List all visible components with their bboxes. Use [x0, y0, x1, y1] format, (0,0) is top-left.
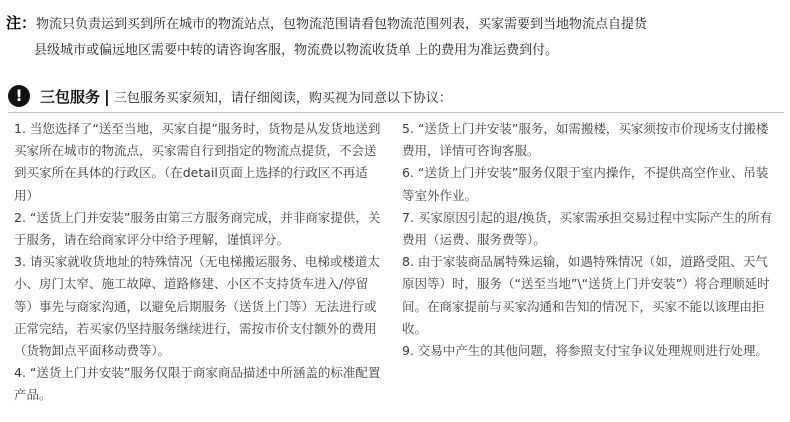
- note-line-1: [6, 10, 786, 38]
- term-item-8: 8. 由于家装商品属特殊运输，如遇特殊情况（如，道路受阻、天气原因等）时，服务（“送至当地”\“送货上门并安装”）将合理顺延时间。在商家提前与买家沟通和告知的情况下，买家不能以该理由拒收。: [402, 254, 770, 336]
- term-item-2: 2. “送货上门并安装”服务由第三方服务商完成，并非商家提供，关于服务，请在给商家评分中给予理解，谨慎评分。: [14, 209, 381, 248]
- shipping-note: [6, 10, 786, 64]
- section-divider: [8, 112, 784, 113]
- note-line-2: 县级城市或偏远地区需要中转的请咨询客服，物流费以物流收货单 上的费用为准运费到付。: [34, 43, 559, 58]
- section-title: 三包服务: [40, 87, 101, 106]
- term-item-7: 7. 买家原因引起的退/换货，买家需承担交易过程中实际产生的所有费用（运费、服务费等）。: [402, 209, 773, 248]
- term-item-6: 6. “送货上门并安装”服务仅限于室内操作，不提供高空作业、吊装等室外作业。: [402, 165, 769, 203]
- term-item-3: 3. 请买家就收货地址的特殊情况（无电梯搬运服务、电梯或楼道太小、房门太窄、施工故障、道路修建、小区不支持货车进入/停留等）事先与商家沟通，以避免后期服务（送货上门等）无法进行或正常完结，若买家仍坚持服务继续进行，需按市价支付额外的费用（货物卸点平面移动费等）。: [14, 254, 380, 359]
- note-label: 注：: [6, 14, 37, 32]
- note-text-1: 物流只负责运到买到所在城市的物流站点，包物流范围请看包物流范围列表，买家需要到当地物流点自提货: [36, 17, 648, 32]
- term-item-4: 4. “送货上门并安装”服务仅限于商家商品描述中所涵盖的标准配置产品。: [14, 365, 381, 403]
- terms-column-left: [14, 118, 386, 407]
- terms-column-right: [402, 118, 778, 362]
- title-separator: |: [104, 86, 110, 106]
- exclamation-icon: !: [8, 85, 30, 107]
- term-item-1: 1. 当您选择了“送至当地，买家自提”服务时，货物是从发货地送到买家所在城市的物流点，买家需自行到指定的物流点提货，不会送到买家所在具体的行政区。（在detail页面上选择的行政区不再适用）: [14, 121, 381, 203]
- section-description: 三包服务买家须知，请仔细阅读，购买视为同意以下协议：: [113, 90, 452, 106]
- term-item-5: 5. “送货上门并安装”服务，如需搬楼，买家须按市价现场支付搬楼费用，详情可咨询客服。: [402, 121, 769, 159]
- term-item-9: 9. 交易中产生的其他问题，将参照支付宝争议处理规则进行处理。: [402, 343, 768, 359]
- service-header: [8, 84, 452, 108]
